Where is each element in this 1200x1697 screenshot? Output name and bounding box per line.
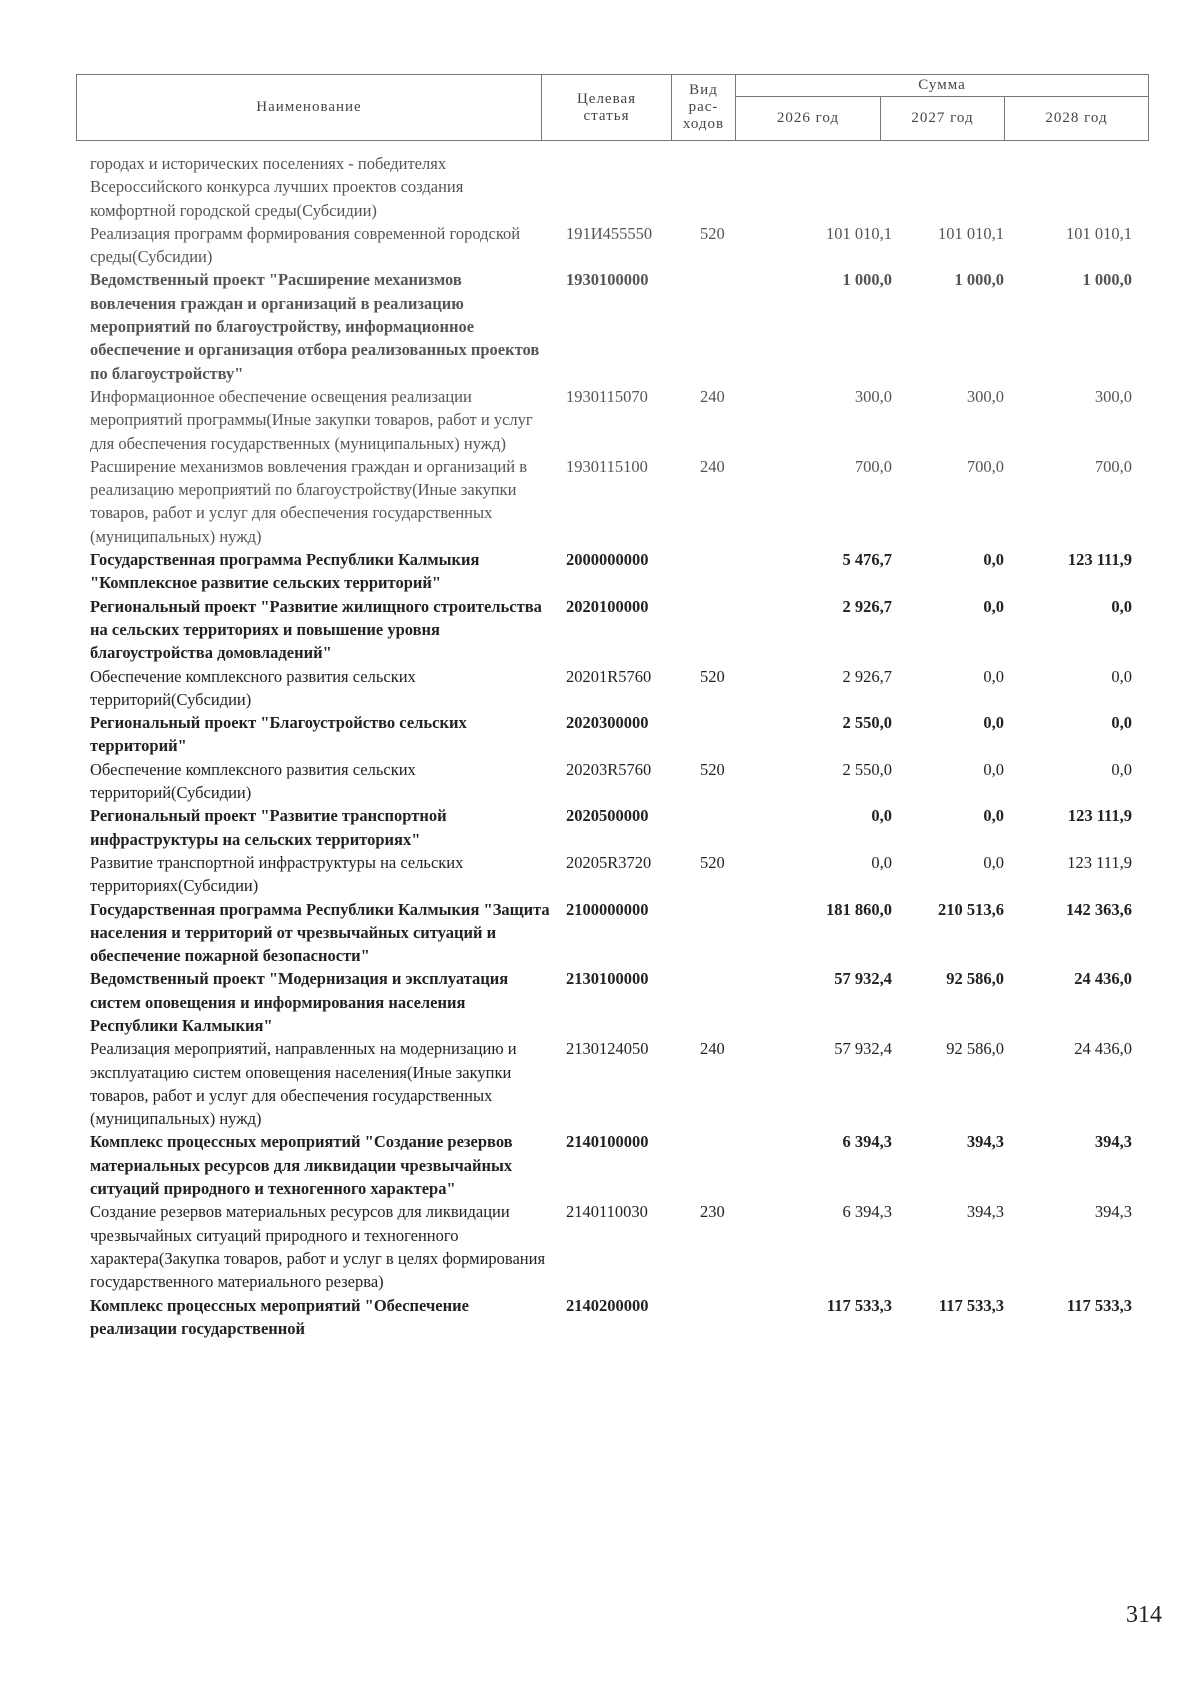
row-vid [692, 711, 756, 758]
row-code: 191И455550 [566, 223, 653, 243]
table-row [76, 268, 1156, 384]
row-value-2028: 123 111,9 [1067, 550, 1132, 570]
row-value-2028: 0,0 [1111, 596, 1132, 616]
row-name: Региональный проект "Благоустройство сельских территорий" [90, 713, 467, 756]
row-value-2028: 1 000,0 [1082, 270, 1132, 290]
row-vid [692, 1130, 756, 1200]
row-value-2028: 394,3 [1094, 1202, 1132, 1222]
row-code: 2130124050 [566, 1039, 649, 1059]
row-name: Государственная программа Республики Калмыкия "Комплексное развитие сельских территорий" [90, 550, 480, 593]
row-code: 20201R5760 [566, 666, 652, 686]
row-value-2026: 2 926,7 [842, 666, 892, 686]
header-sum: Сумма [736, 75, 1149, 97]
row-vid [692, 268, 756, 384]
row-value-2028: 394,3 [1094, 1132, 1132, 1152]
row-value-2027: 0,0 [983, 713, 1004, 733]
row-name: Обеспечение комплексного развития сельских территорий(Субсидии) [90, 759, 416, 803]
table-row [76, 851, 1156, 898]
row-value-2028 [1004, 152, 1132, 222]
table-row [76, 455, 1156, 548]
row-vid [692, 898, 756, 968]
row-code: 2020100000 [566, 596, 649, 616]
row-name: Государственная программа Республики Калмыкия "Защита населения и территорий от чрезвычайных ситуаций и обеспечение пожарной безопасности" [90, 899, 550, 966]
row-code: 20203R5760 [566, 759, 652, 779]
row-vid [692, 548, 756, 595]
header-2027: 2027 год [881, 97, 1005, 141]
row-value-2028: 0,0 [1111, 666, 1132, 686]
row-value-2026: 5 476,7 [842, 550, 892, 570]
row-value-2026: 700,0 [854, 456, 892, 476]
row-vid: 520 [700, 852, 725, 872]
row-value-2026 [756, 152, 892, 222]
row-name: Информационное обеспечение освещения реализации мероприятий программы(Иные закупки товаров, работ и услуг для обеспечения государственных (муниципальных) нужд) [90, 386, 533, 453]
table-row [76, 152, 1156, 222]
row-code: 1930115070 [566, 386, 648, 406]
row-vid: 240 [700, 386, 725, 406]
row-value-2026: 181 860,0 [826, 899, 892, 919]
table-row [76, 1200, 1156, 1293]
table-row [76, 385, 1156, 455]
row-code: 2140100000 [566, 1132, 649, 1152]
page-number: 314 [1126, 1602, 1162, 1628]
header-2026: 2026 год [736, 97, 881, 141]
table-row [76, 665, 1156, 712]
row-value-2027: 0,0 [983, 852, 1004, 872]
row-value-2026: 6 394,3 [842, 1132, 892, 1152]
row-value-2026: 2 550,0 [842, 759, 892, 779]
row-value-2027: 0,0 [983, 806, 1004, 826]
row-value-2028: 700,0 [1094, 456, 1132, 476]
row-code: 2020500000 [566, 806, 649, 826]
row-value-2026: 2 926,7 [842, 596, 892, 616]
row-name: Обеспечение комплексного развития сельских территорий(Субсидии) [90, 666, 416, 709]
row-value-2027: 0,0 [983, 759, 1004, 779]
table-row [76, 1130, 1156, 1200]
row-value-2028: 123 111,9 [1067, 806, 1132, 826]
header-code: Целевая статья [542, 75, 672, 141]
row-vid [692, 595, 756, 665]
row-name: Региональный проект "Развитие транспортной инфраструктуры на сельских территориях" [90, 806, 447, 849]
row-vid: 520 [700, 666, 725, 686]
row-code: 2130100000 [566, 969, 649, 989]
row-name: Реализация программ формирования современной городской среды(Субсидии) [90, 223, 521, 267]
row-name: Расширение механизмов вовлечения граждан и организаций в реализацию мероприятий по благоустройству(Иные закупки товаров, работ и услуг для обеспечения государственных (муниципальных) нужд) [90, 456, 528, 546]
header-2028: 2028 год [1005, 97, 1149, 141]
row-name: Региональный проект "Развитие жилищного строительства на сельских территориях и повышение уровня благоустройства домовладений" [90, 596, 542, 663]
row-vid: 240 [700, 456, 725, 476]
row-code: 2140200000 [566, 1295, 649, 1315]
row-value-2027 [892, 152, 1004, 222]
row-code: 1930115100 [566, 456, 648, 476]
row-code: 2140110030 [566, 1202, 648, 1222]
row-value-2026: 57 932,4 [834, 969, 892, 989]
row-vid: 240 [700, 1039, 725, 1059]
row-value-2026: 0,0 [871, 852, 892, 872]
row-value-2027: 92 586,0 [946, 969, 1004, 989]
table-row [76, 898, 1156, 968]
row-code [556, 152, 692, 222]
row-value-2026: 2 550,0 [842, 713, 892, 733]
row-code: 2000000000 [566, 550, 649, 570]
row-value-2027: 101 010,1 [938, 223, 1004, 243]
row-value-2026: 57 932,4 [834, 1039, 892, 1059]
row-value-2027: 700,0 [966, 456, 1004, 476]
row-value-2028: 0,0 [1111, 759, 1132, 779]
table-row [76, 595, 1156, 665]
row-name: Ведомственный проект "Модернизация и эксплуатация систем оповещения и информирования населения Республики Калмыкия" [90, 969, 509, 1035]
table-header [76, 74, 1149, 141]
row-value-2027: 117 533,3 [938, 1295, 1004, 1315]
row-value-2027: 1 000,0 [954, 270, 1004, 290]
row-name: Комплекс процессных мероприятий "Обеспечение реализации государственной [90, 1295, 469, 1338]
row-vid: 520 [700, 223, 725, 243]
row-value-2027: 394,3 [966, 1202, 1004, 1222]
row-vid: 230 [700, 1202, 725, 1222]
table-row [76, 548, 1156, 595]
row-vid [692, 1294, 756, 1341]
row-value-2027: 0,0 [983, 596, 1004, 616]
row-value-2027: 0,0 [983, 666, 1004, 686]
row-vid [692, 804, 756, 851]
row-value-2028: 0,0 [1111, 713, 1132, 733]
row-value-2027: 0,0 [983, 550, 1004, 570]
table-row [76, 1294, 1156, 1341]
table-row [76, 222, 1156, 269]
row-name: Ведомственный проект "Расширение механизмов вовлечения граждан и организаций в реализацию мероприятий по благоустройству, информационное обеспечение и организация отбора реализованных проектов по благоустройству" [90, 270, 540, 383]
row-name: Реализация мероприятий, направленных на модернизацию и эксплуатацию систем оповещения населения(Иные закупки товаров, работ и услуг для обеспечения государственных (муниципальных) нужд) [90, 1039, 517, 1129]
row-value-2027: 210 513,6 [938, 899, 1004, 919]
row-name: Создание резервов материальных ресурсов для ликвидации чрезвычайных ситуаций природного и техногенного характера(Закупка товаров, работ и услуг в целях формирования государственного материального резерва) [90, 1202, 546, 1292]
row-vid [692, 152, 756, 222]
table-row [76, 967, 1156, 1037]
row-value-2026: 300,0 [854, 386, 892, 406]
table-row [76, 1037, 1156, 1130]
row-name: Комплекс процессных мероприятий "Создание резервов материальных ресурсов для ликвидации чрезвычайных ситуаций природного и техногенного характера" [90, 1132, 513, 1199]
table-row [76, 804, 1156, 851]
table-body [76, 152, 1156, 1340]
row-value-2026: 1 000,0 [842, 270, 892, 290]
row-code: 1930100000 [566, 270, 649, 290]
row-value-2028: 24 436,0 [1074, 969, 1132, 989]
row-value-2028: 117 533,3 [1066, 1295, 1132, 1315]
row-code: 2020300000 [566, 713, 649, 733]
row-code: 2100000000 [566, 899, 649, 919]
row-value-2026: 117 533,3 [826, 1295, 892, 1315]
row-value-2028: 24 436,0 [1074, 1039, 1132, 1059]
row-value-2027: 300,0 [966, 386, 1004, 406]
row-value-2028: 123 111,9 [1067, 852, 1132, 872]
row-vid: 520 [700, 759, 725, 779]
row-value-2026: 0,0 [871, 806, 892, 826]
row-value-2028: 101 010,1 [1066, 223, 1132, 243]
row-value-2028: 300,0 [1094, 386, 1132, 406]
row-vid [692, 967, 756, 1037]
row-name: Развитие транспортной инфраструктуры на сельских территориях(Субсидии) [90, 852, 464, 896]
row-value-2026: 101 010,1 [826, 223, 892, 243]
row-value-2027: 92 586,0 [946, 1039, 1004, 1059]
row-code: 20205R3720 [566, 852, 652, 872]
row-value-2027: 394,3 [966, 1132, 1004, 1152]
table-row [76, 758, 1156, 805]
header-name: Наименование [77, 75, 542, 141]
row-value-2028: 142 363,6 [1066, 899, 1132, 919]
header-vid: Вид рас-ходов [672, 75, 736, 141]
row-value-2026: 6 394,3 [842, 1202, 892, 1222]
table-row [76, 711, 1156, 758]
row-name: городах и исторических поселениях - победителях Всероссийского конкурса лучших проектов создания комфортной городской среды(Субсидии) [90, 154, 464, 220]
